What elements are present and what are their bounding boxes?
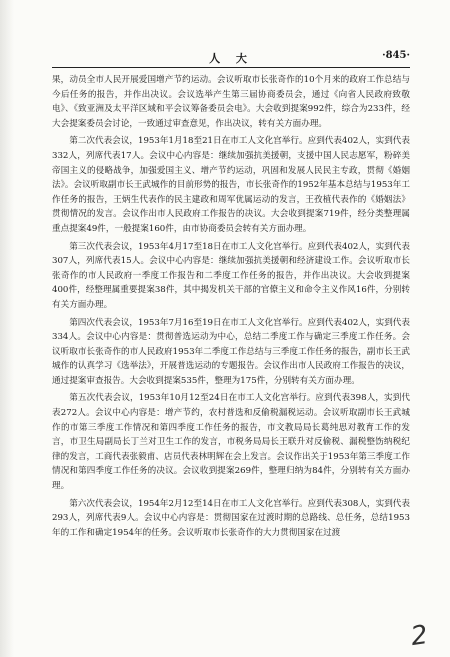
page-header <box>52 48 410 66</box>
paragraph-second-session: 第二次代表会议，1953年1月18至21日在市工人文化宫举行。应到代表402人，实到代表332人，列席代表17人。会议中心内容是：继续加强抗美援朝，支援中国人民志愿军，粉碎美帝国主义的侵略战争，加强爱国主义、增产节约运动，巩固和发展人民民主专政，贯彻《婚姻法》。会议听取副市长王武城作的目前形势的报告，市长张奇作的1952年基本总结与1953年工作任务的报告，王炳生代表作的民主建政和周军优属运动的发言，王孜植代表作的《婚姻法》贯彻情况的发言。会议作出市人民政府工作报告的决议。大会收到提案719件，经分类整理属重点提案49件，一般提案160件，由市协商委员会转有关方面办理。 <box>52 136 410 234</box>
page-number: ·845· <box>382 50 410 61</box>
header-title: 人 大 <box>209 52 253 65</box>
paragraph-fifth-session: 第五次代表会议，1953年10月12至24日在市工人文化宫举行。应到代表398人，实到代表272人。会议中心内容是：增产节约，农村普选和反偷税漏税运动。会议听取副市长王武城作的市第三季度工作情况和第四季度工作任务的报告，市文教局局长葛纯思对教育工作的发言，市卫生局副局长丁兰对卫生工作的发言，市税务局局长王联升对反偷税、漏税整饬纳税纪律的发言，工商代表张毅甫、店员代表林明辉在会上发言。会议作出关于1953年第三季度工作情况和第四季度工作任务的决议。会议收到提案269件，整理归纳为84件，分别转有关方面办理。 <box>52 393 410 492</box>
document-body <box>52 73 410 543</box>
paragraph-sixth-session: 第六次代表会议，1954年2月12至14日在市工人文化宫举行。应到代表308人，实到代表293人，列席代表9人。会议中心内容是：贯彻国家在过渡时期的总路线、总任务，总结1953年的工作和确定1954年的任务。会议听取市长张奇作的大力贯彻国家在过渡 <box>52 498 410 538</box>
paragraph-continuation: 果，动员全市人民开展爱国增产节约运动。会议听取市长张奇作的10个月来的政府工作总结与今后任务的报告，并作出决议。会议选举产生第三届协商委员会，通过《向省人民政府致敬电》、《致亚洲及太平洋区域和平会议筹备委员会电》。大会收到提案992件，综合为233件，经大会提案委员会讨论，一致通过审查意见，作出决议，转有关方面办理。 <box>52 75 410 129</box>
paragraph-fourth-session: 第四次代表会议，1953年7月16至19日在市工人文化宫举行。应到代表402人，实到代表334人。会议中心内容是：贯彻普选运动为中心，总结二季度工作与确定三季度工作任务。会议听取市长张奇作的市人民政府1953年二季度工作总结与三季度工作任务的报告，副市长王武城作的认真学习《选举法》，开展普选运动的专题报告。会议作出市人民政府工作报告的决议，通过提案审查报告。大会收到提案535件，整理为175件，分别转有关方面办理。 <box>52 317 410 386</box>
paragraph-third-session: 第三次代表会议，1953年4月17至18日在市工人文化宫举行。应到代表402人，实到代表307人，列席代表15人。会议中心内容是：继续加强抗美援朝和经济建设工作。会议听取市长张奇作的市人民政府一季度工作报告和二季度工作任务的报告，并作出决议。大会收到提案400件，经整理属重要提案38件，其中揭发机关干部的官僚主义和命令主义作风16件，分别转有关方面办理。 <box>52 241 410 310</box>
scan-edge-shadow <box>0 0 14 657</box>
handwritten-page-mark: 2 <box>409 619 431 653</box>
header-divider <box>52 67 410 68</box>
